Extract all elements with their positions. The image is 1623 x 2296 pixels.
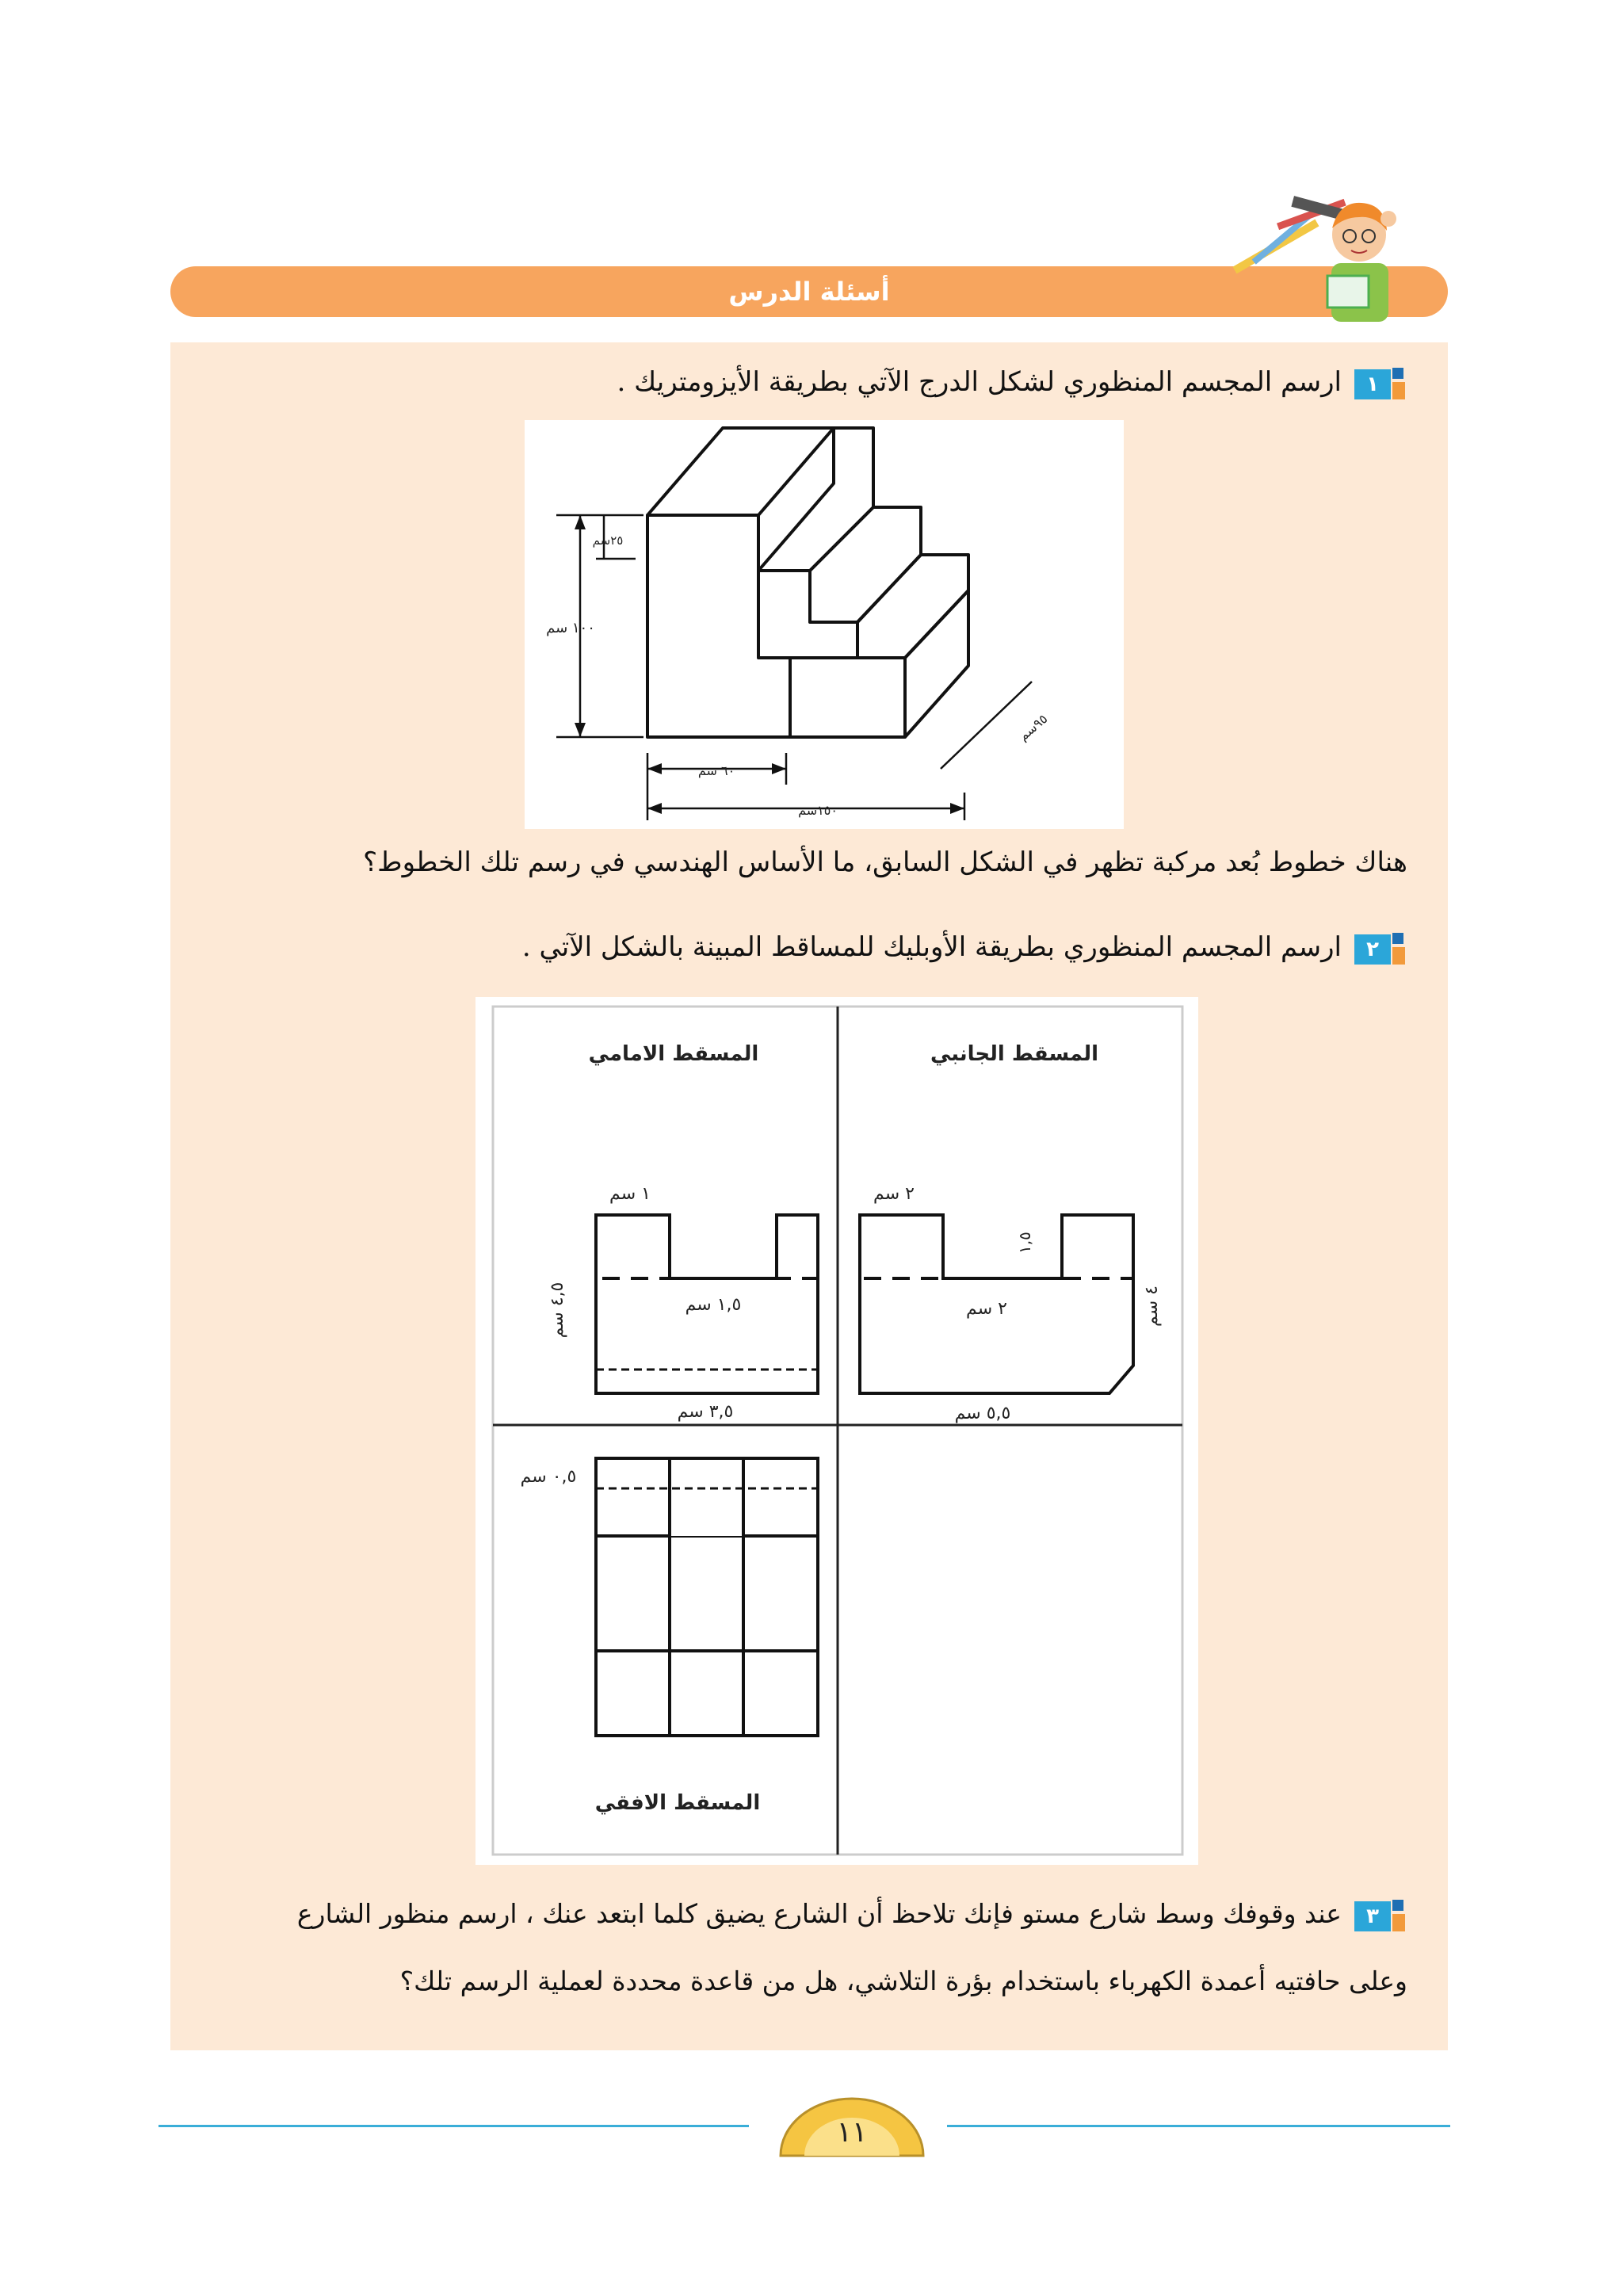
dim-step-height-label: ٢٥سم <box>592 533 624 548</box>
dim-total-width-label: ١٥٠سم <box>798 803 838 818</box>
question-1-badge <box>1351 366 1407 401</box>
question-1-text: ارسم المجسم المنظوري لشكل الدرج الآتي بطريقة الأيزومتريك . <box>617 366 1342 398</box>
dim-step-width-label: ٦٠ سم <box>697 763 735 778</box>
top-view-title: المسقط الافقي <box>594 1791 761 1815</box>
dim-line-depth <box>941 682 1032 769</box>
projections-drawing <box>475 997 1198 1865</box>
stair-top-edge <box>647 428 873 515</box>
front-dim-side: ٤,٥ سم <box>548 1282 567 1339</box>
side-dim-right: ٤ سم <box>1142 1286 1162 1327</box>
stair-front-face <box>647 515 790 737</box>
projections-figure <box>475 997 1198 1865</box>
side-dim-top: ٢ سم <box>873 1184 915 1204</box>
page-number: ١١ <box>836 2116 868 2149</box>
footer-divider-left <box>158 2125 749 2127</box>
front-dim-bottom: ٣,٥ سم <box>677 1402 734 1422</box>
question-3-badge <box>1351 1898 1407 1933</box>
protractor-page-marker <box>773 2092 931 2164</box>
dim-depth-label: ٩٥سم <box>1015 711 1051 744</box>
dim-total-height-label: ١٠٠ سم <box>546 620 595 636</box>
side-dim-bottom: ٥,٥ سم <box>954 1404 1011 1423</box>
side-dim-notch-height: ١,٥ <box>1015 1232 1034 1254</box>
question-1-followup: هناك خطوط بُعد مركبة تظهر في الشكل السابق، ما الأساس الهندسي في رسم تلك الخطوط؟ <box>363 846 1407 878</box>
student-mascot-illustration <box>1220 187 1411 322</box>
question-2-badge <box>1351 931 1407 966</box>
question-3-line-1: عند وقوفك وسط شارع مستو فإنك تلاحظ أن الشارع يضيق كلما ابتعد عنك ، ارسم منظور الشارع <box>296 1898 1342 1929</box>
front-view-title: المسقط الامامي <box>588 1042 759 1066</box>
header-title: أسئلة الدرس <box>728 277 890 307</box>
stair-figure <box>525 420 1124 829</box>
question-2-text: ارسم المجسم المنظوري بطريقة الأوبليك للمساقط المبينة بالشكل الآتي . <box>521 931 1342 963</box>
front-dim-top: ١ سم <box>609 1184 651 1204</box>
question-number: ٣ <box>1354 1901 1391 1931</box>
footer-divider-right <box>947 2125 1450 2127</box>
side-view-title: المسقط الجانبي <box>930 1042 1099 1066</box>
top-dim: ٠,٥ سم <box>520 1467 577 1487</box>
question-3-line-2: وعلى حافتيه أعمدة الكهرباء باستخدام بؤرة التلاشي، هل من قاعدة محددة لعملية الرسم تلك؟ <box>399 1966 1407 1996</box>
front-dim-notch: ١,٥ سم <box>685 1295 742 1315</box>
side-dim-notch: ٢ سم <box>966 1299 1007 1319</box>
question-number: ٢ <box>1354 934 1391 965</box>
stair-drawing <box>525 420 1124 829</box>
question-number: ١ <box>1354 369 1391 399</box>
